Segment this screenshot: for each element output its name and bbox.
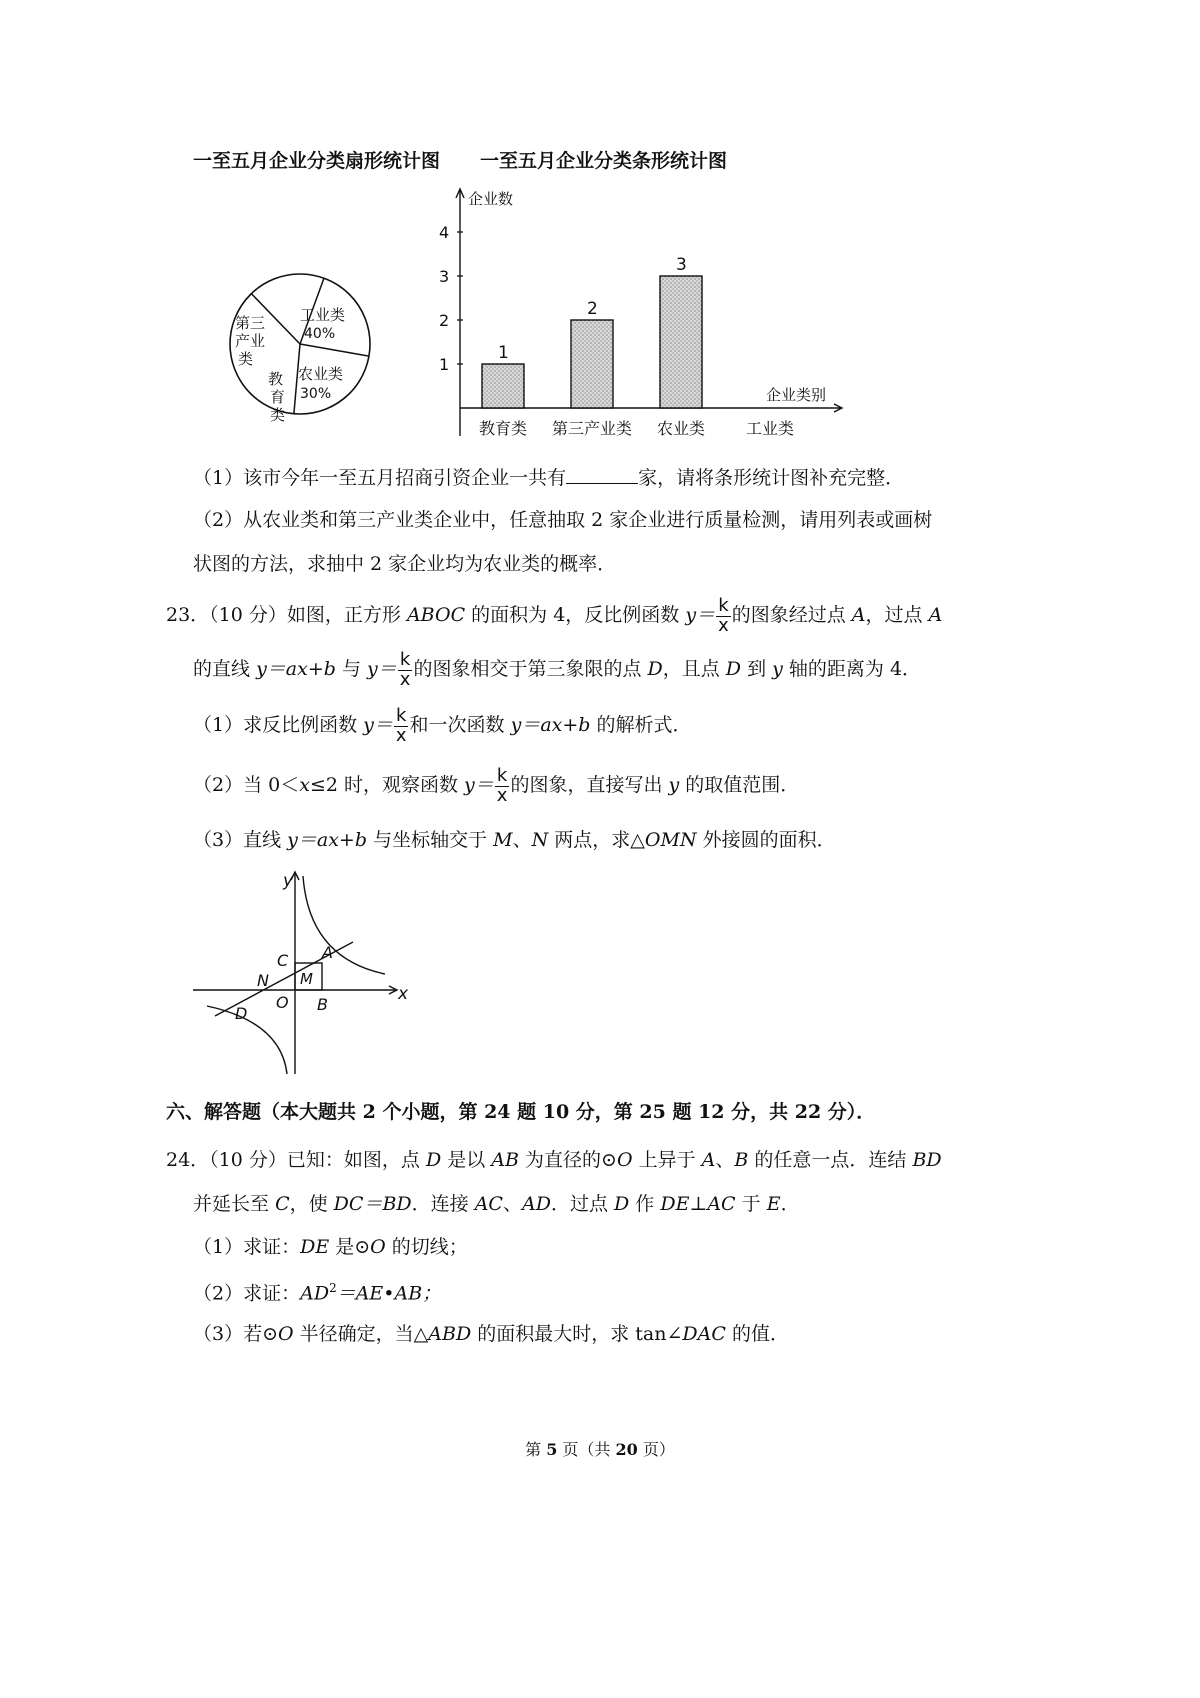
pie-label-industry-pct: 40%	[304, 326, 336, 342]
q22-part2-line1: （2）从农业类和第三产业类企业中，任意抽取 2 家企业进行质量检测，请用列表或画树	[193, 509, 933, 531]
q24-dc-eq-bd: DC＝BD	[333, 1193, 412, 1215]
q23-point-a-2: A	[928, 604, 943, 626]
fig-label-m: M	[300, 970, 313, 988]
q23-s2-c: 的图象，直接写出	[510, 774, 663, 796]
q23-point-d: D	[647, 658, 663, 680]
hyperbola-figure	[185, 862, 425, 1082]
q22-part1	[193, 467, 904, 488]
q23-line2-a: 的直线	[193, 658, 251, 680]
q22-answer-blank	[566, 467, 638, 484]
bar-x-axis-label: 企业类别	[766, 386, 827, 404]
bar-value-label: 2	[587, 299, 598, 319]
pie-chart	[218, 262, 388, 430]
frac-k-over-x: $\frac{k}{x}$	[399, 648, 411, 690]
q22-part1-text-b: 家，请将条形统计图补充完整．	[638, 467, 905, 489]
bar-y-tick-label: 3	[439, 267, 450, 286]
q24-ad2: AD	[300, 1282, 330, 1305]
q23-s3-a: （3）直线	[193, 829, 282, 851]
q23-graph-through: 的图象经过点	[731, 604, 846, 626]
bar-value-label: 1	[498, 343, 509, 363]
q24-sub3	[193, 1325, 789, 1344]
q23-y-eq-2: y＝	[367, 658, 397, 680]
q24-a: A	[701, 1149, 716, 1171]
q22-part2-line2: 状图的方法，求抽中 2 家企业均为农业类的概率．	[193, 553, 617, 575]
q23-s3-yaxb: y＝ax+b	[287, 829, 368, 851]
pie-label-education-2: 育	[270, 388, 286, 406]
q24-l2-d: ．过点	[550, 1193, 608, 1215]
q23-line2-e: 轴的距离为 4．	[788, 658, 922, 680]
q24-s3-c: 的面积最大时，求 tan∠	[477, 1323, 683, 1345]
q24-l2-e: 作	[635, 1193, 655, 1215]
q24-de: DE	[300, 1236, 330, 1258]
q24-l1-e: 的任意一点．连结	[754, 1149, 907, 1171]
q23-aboc: ABOC	[406, 604, 466, 626]
q24-bd: BD	[912, 1149, 942, 1171]
q23-s3-sep: 、	[512, 829, 532, 851]
bar-chart-title: 一至五月企业分类条形统计图	[480, 150, 728, 172]
q23-line2-b: 的图象相交于第三象限的点	[413, 658, 642, 680]
q23-s1-y-eq: y＝	[363, 714, 393, 736]
q24-line2	[193, 1195, 800, 1214]
hyperbola-branch-q1	[303, 876, 385, 974]
q24-ac: AC	[474, 1193, 503, 1215]
fig-label-c: C	[277, 951, 289, 970]
q24-l2-f: 于	[741, 1193, 761, 1215]
q23-y-eq: y＝	[685, 604, 716, 626]
bar-category-label: 工业类	[745, 419, 795, 438]
q23-area: 的面积为 4，反比例函数	[471, 604, 680, 626]
q24-c: C	[275, 1193, 290, 1215]
q23-point-a: A	[851, 604, 866, 626]
fig-label-d: D	[235, 1004, 248, 1023]
bar-0	[482, 364, 524, 408]
q24-s3-b: 半径确定，当△	[299, 1323, 429, 1345]
bar-category-label: 教育类	[478, 419, 528, 438]
q24-l2-b: ，使	[289, 1193, 328, 1215]
q24-o: O	[616, 1149, 633, 1171]
q23-s1-b: 和一次函数	[409, 714, 505, 736]
q24-s3-a: （3）若⊙	[193, 1323, 279, 1345]
q23-point-d-2: D	[725, 658, 742, 680]
q24-ab: AB	[491, 1149, 519, 1171]
q24-period: ．	[780, 1193, 800, 1215]
q23-s2-x: x	[299, 774, 310, 796]
pie-label-education-1: 教	[268, 370, 284, 388]
q23-s3-b: 与坐标轴交于	[373, 829, 488, 851]
q24-l2-a: 并延长至	[193, 1193, 270, 1215]
footer-total-pages: 20	[615, 1440, 638, 1459]
pie-label-tertiary-1: 第三	[235, 314, 266, 332]
bar-2	[660, 276, 702, 408]
q23-s2-y-eq: y＝	[464, 774, 494, 796]
q24-sup2: 2	[329, 1281, 337, 1295]
q24-s2-b: ＝AE•AB；	[336, 1282, 442, 1305]
q24-sub1	[193, 1238, 468, 1257]
q23-line1	[166, 594, 942, 636]
bar-y-axis-label: 企业数	[468, 190, 514, 208]
q24-dac: DAC	[682, 1323, 726, 1345]
fig-label-b: B	[317, 995, 328, 1014]
q24-ad: AD	[521, 1193, 551, 1215]
fig-label-a: A	[322, 943, 333, 962]
q24-s2-a: （2）求证：	[193, 1282, 301, 1305]
q24-sep-2: 、	[502, 1193, 522, 1215]
fig-label-o: O	[276, 993, 289, 1012]
bar-category-label: 农业类	[656, 419, 706, 438]
q23-sub1	[193, 704, 692, 746]
fig-label-y: y	[283, 871, 294, 891]
q23-line2-c: ，且点	[662, 658, 720, 680]
q24-s1-a: （1）求证：	[193, 1236, 301, 1258]
q23-y: y	[772, 658, 783, 680]
q24-line1	[166, 1151, 942, 1170]
q24-s1-c: 的切线；	[391, 1236, 468, 1258]
q23-yaxb: y＝ax+b	[256, 658, 336, 680]
q24-b: B	[734, 1149, 749, 1171]
q24-l2-c: ．连接	[411, 1193, 469, 1215]
footer-page-number: 5	[546, 1440, 558, 1459]
bar-1	[571, 320, 613, 408]
bar-category-label: 第三产业类	[551, 419, 633, 438]
section-6-heading: 六、解答题（本大题共 2 个小题，第 24 题 10 分，第 25 题 12 分，共 22 分）．	[166, 1101, 876, 1123]
q23-line2-d: 到	[747, 658, 767, 680]
fig-label-n: N	[257, 971, 269, 990]
bar-y-tick-label: 1	[439, 355, 450, 374]
q24-o-2: O	[370, 1236, 386, 1258]
page-footer	[0, 1437, 1200, 1460]
pie-label-education-3: 类	[270, 406, 286, 424]
q23-s2-d: 的取值范围．	[685, 774, 800, 796]
q24-sub2	[193, 1282, 441, 1303]
q24-s1-b: 是⊙	[335, 1236, 371, 1258]
bar-marks	[479, 255, 794, 438]
q23-s3-m: M	[493, 829, 513, 851]
q24-l1-a: 24．（10 分）已知：如图，点	[166, 1149, 420, 1171]
footer-c: 页）	[642, 1440, 675, 1459]
q23-sub2	[193, 764, 799, 806]
q24-abd: ABD	[428, 1323, 472, 1345]
q24-o-3: O	[278, 1323, 294, 1345]
q23-s1-c: 的解析式．	[596, 714, 692, 736]
bar-chart	[410, 178, 880, 448]
q23-and: 与	[341, 658, 361, 680]
q24-l1-b: 是以	[447, 1149, 486, 1171]
q23-s2-a: （2）当 0＜	[193, 774, 300, 796]
pie-label-industry: 工业类	[300, 306, 346, 324]
q23-s2-y: y	[668, 774, 680, 796]
q23-head: 23．（10 分）如图，正方形	[166, 604, 401, 626]
footer-a: 第	[525, 1440, 542, 1459]
q23-s2-b: ≤2 时，观察函数	[309, 774, 458, 796]
bar-y-tick-label: 4	[439, 223, 450, 242]
q24-l1-d: 上异于	[638, 1149, 696, 1171]
pie-label-tertiary-2: 产业	[235, 332, 266, 350]
q24-l1-c: 为直径的⊙	[525, 1149, 617, 1171]
q23-line2	[193, 648, 921, 690]
q23-sub3	[193, 831, 836, 850]
pie-chart-title: 一至五月企业分类扇形统计图	[193, 150, 441, 172]
bar-y-tick-label: 2	[439, 311, 450, 330]
q23-s3-omn: OMN	[644, 829, 697, 851]
frac-k-over-x: $\frac{k}{x}$	[395, 704, 407, 746]
pie-slice-boundary	[300, 344, 369, 356]
frac-k-over-x: $\frac{k}{x}$	[496, 764, 508, 806]
q23-s3-n: N	[531, 829, 549, 851]
footer-b: 页（共	[562, 1440, 611, 1459]
frac-k-over-x: $\frac{k}{x}$	[718, 594, 729, 636]
q24-de-perp-ac: DE⊥AC	[660, 1193, 736, 1215]
pie-label-tertiary-3: 类	[238, 350, 254, 368]
q23-through-a: ，过点	[865, 604, 923, 626]
bar-value-label: 3	[676, 255, 687, 275]
q24-sep: 、	[715, 1149, 735, 1171]
pie-label-agriculture-pct: 30%	[300, 386, 332, 402]
q23-s3-d: 外接圆的面积．	[702, 829, 836, 851]
q23-s1-a: （1）求反比例函数	[193, 714, 358, 736]
q23-s1-yaxb: y＝ax+b	[510, 714, 591, 736]
q24-d-2: D	[614, 1193, 630, 1215]
q22-part1-text-a: （1）该市今年一至五月招商引资企业一共有	[193, 467, 567, 489]
q24-s3-d: 的值．	[731, 1323, 789, 1345]
fig-label-x: x	[398, 984, 409, 1004]
q24-e: E	[766, 1193, 781, 1215]
pie-label-agriculture: 农业类	[298, 365, 344, 383]
q24-d: D	[425, 1149, 442, 1171]
q23-s3-c: 两点，求△	[554, 829, 645, 851]
